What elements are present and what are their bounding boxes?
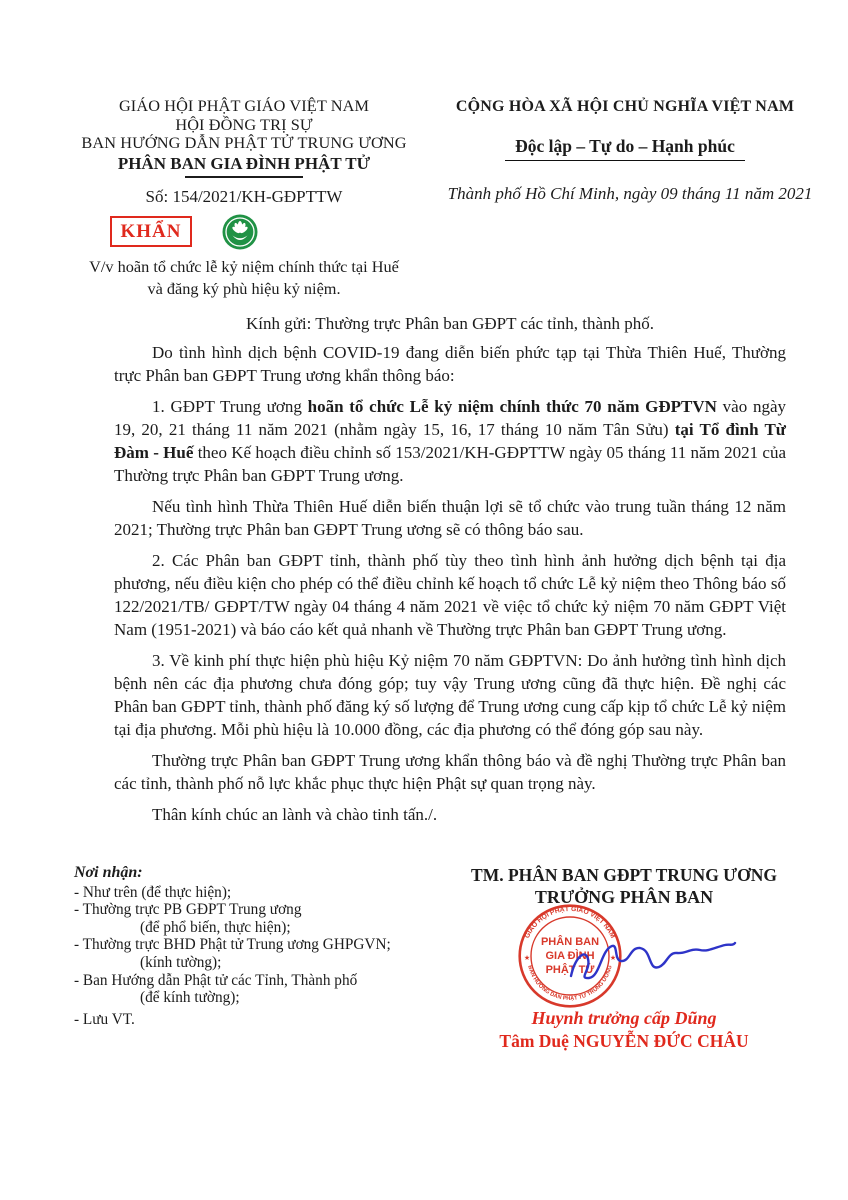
recipient-item: - Như trên (để thực hiện);: [74, 883, 232, 901]
recipients-block: [74, 864, 414, 1028]
p1-bold-phrase-1: hoãn tổ chức Lễ kỷ niệm chính thức 70 năm GĐPTVN: [307, 397, 717, 416]
recipients-title: Nơi nhận:: [74, 864, 143, 881]
national-title: CỘNG HÒA XÃ HỘI CHỦ NGHĨA VIỆT NAM: [455, 98, 795, 115]
urgent-stamp: KHẨN: [110, 216, 192, 247]
recipient-item-note: (để kính tường);: [140, 989, 240, 1007]
recipient-item: - Lưu VT.: [74, 1010, 135, 1028]
subject-line-2: và đăng ký phù hiệu kỷ niệm.: [147, 278, 341, 298]
recipient-item: - Ban Hướng dẫn Phật tử các Tỉnh, Thành phố: [74, 971, 358, 989]
paragraph-1: [114, 395, 786, 487]
recipient-item: - Thường trực BHD Phật tử Trung ương GHPGVN;: [74, 936, 391, 954]
recipient-item-note: (để phổ biến, thực hiện);: [140, 918, 291, 936]
seal-ring-top-text: GIÁO HỘI PHẬT GIÁO VIỆT NAM: [523, 905, 617, 940]
recipient-item: - Thường trực PB GĐPT Trung ương: [74, 901, 302, 919]
letter-body: [114, 312, 786, 834]
signer-rank: Huynh trưởng cấp Dũng: [531, 1008, 717, 1028]
salutation: Kính gửi: Thường trực Phân ban GĐPT các tỉnh, thành phố.: [245, 314, 655, 333]
closing-line: Thân kính chúc an lành và chào tinh tấn./.: [152, 805, 438, 824]
org-line-2: HỘI ĐỒNG TRỊ SỰ: [175, 114, 313, 134]
paragraph-2: 2. Các Phân ban GĐPT tỉnh, thành phố tùy theo tình hình ảnh hưởng dịch bệnh tại địa phương, nếu điều kiện cho phép có thể điều chỉnh kế hoạch tổ chức Lễ kỷ niệm theo Thông báo số 122/2021/TB/ GĐPT/TW ngày 04 tháng 4 năm 2021 về việc tổ chức kỷ niệm 70 năm GĐPT Việt Nam (1951-2021) và báo cáo kết quả nhanh về Thường trực Phân ban GĐPT Trung ương.: [114, 551, 786, 639]
subject-line-1: V/v hoãn tổ chức lễ kỷ niệm chính thức tại Huế: [89, 257, 399, 276]
national-motto: Độc lập – Tự do – Hạnh phúc: [505, 136, 745, 161]
gdpt-lotus-icon: [222, 214, 258, 250]
issuing-org-block: [58, 97, 430, 207]
seal-center-line-1: PHÂN BAN: [540, 936, 600, 948]
national-header-block: [430, 97, 820, 161]
p1-text: 1. GĐPT Trung ương: [152, 397, 308, 416]
seal-center-line-3: PHẬT TỬ: [545, 964, 595, 976]
org-divider: [185, 176, 303, 178]
seal-star-icon: ★: [609, 954, 617, 962]
paragraph-intro: Do tình hình dịch bệnh COVID-19 đang diễn biến phức tạp tại Thừa Thiên Huế, Thường trực Phân ban GĐPT Trung ương khẩn thông báo:: [114, 343, 786, 385]
recipient-item-note: (kính tường);: [140, 953, 222, 971]
document-number: Số: 154/2021/KH-GĐPTTW: [145, 186, 343, 206]
signer-org-line: TM. PHÂN BAN GĐPT TRUNG ƯƠNG: [471, 865, 777, 885]
seal-star-icon: ★: [523, 954, 531, 962]
signer-name: Tâm Duệ NGUYỄN ĐỨC CHÂU: [499, 1031, 749, 1051]
p1-text-3: theo Kế hoạch điều chỉnh số 153/2021/KH-GĐPTTW ngày 05 tháng 11 năm 2021 của Thường trực Phân ban GĐPT Trung ương.: [114, 443, 786, 485]
handwritten-signature: [563, 920, 741, 996]
signature-heading: [428, 864, 820, 909]
signer-title-line: TRƯỞNG PHÂN BAN: [534, 887, 714, 907]
p1-text-2: vào ngày 19, 20, 21 tháng 11 năm 2021 (nhằm ngày 15, 16, 17 tháng 10 năm Tân Sửu): [114, 397, 786, 439]
seal-center-line-2: GIA ĐÌNH: [545, 950, 595, 962]
subject-block: [58, 256, 430, 299]
place-date-line: Thành phố Hồ Chí Minh, ngày 09 tháng 11 năm 2021: [447, 184, 813, 203]
org-line-1: GIÁO HỘI PHẬT GIÁO VIỆT NAM: [118, 96, 370, 115]
paragraph-3: 3. Về kinh phí thực hiện phù hiệu Kỷ niệm 70 năm GĐPTVN: Do ảnh hưởng tình hình dịch bệnh nên các địa phương chưa đóng góp; tuy vậy Trung ương cũng đã thực hiện. Đề nghị các Phân ban GĐPT tỉnh, thành phố đăng ký số lượng để Trung ương cung cấp kịp tổ chức Lễ kỷ niệm tại địa phương. Mỗi phù hiệu là 10.000 đồng, các địa phương có thể đóng góp sau này.: [114, 651, 786, 739]
seal-ring-bottom-text: BAN HƯỚNG DẪN PHẬT TỬ TRUNG ƯƠNG: [526, 964, 614, 1003]
org-line-4: PHÂN BAN GIA ĐÌNH PHẬT TỬ: [117, 153, 371, 173]
paragraph-4: Thường trực Phân ban GĐPT Trung ương khẩn thông báo và đề nghị Thường trực Phân ban các tỉnh, thành phố nỗ lực khắc phục thực hiện Phật sự quan trọng này.: [114, 751, 786, 793]
org-line-3: BAN HƯỚNG DẪN PHẬT TỬ TRUNG ƯƠNG: [81, 133, 407, 153]
paragraph-1b: Nếu tình hình Thừa Thiên Huế diễn biến thuận lợi sẽ tổ chức vào trung tuần tháng 12 năm 2021; Thường trực Phân ban GĐPT Trung ương sẽ có thông báo sau.: [114, 497, 786, 539]
p1-bold-phrase-2: tại Tổ đình Từ Đàm - Huế: [114, 420, 786, 462]
